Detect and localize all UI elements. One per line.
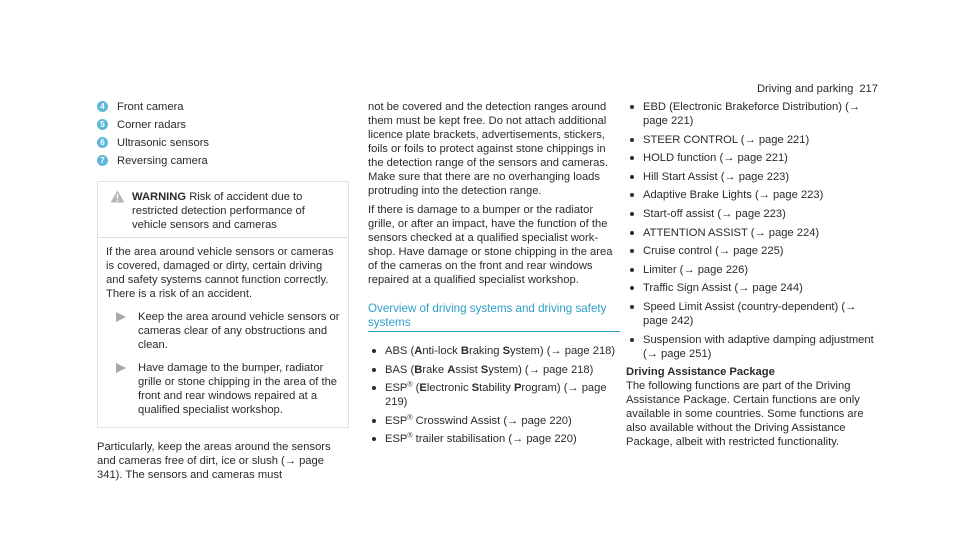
bullet	[372, 437, 376, 441]
column-1	[97, 100, 349, 482]
list-item	[626, 263, 882, 277]
numbered-item-text: Corner radars	[117, 119, 187, 131]
warning-header	[98, 190, 348, 238]
bullet	[630, 193, 634, 197]
paragraph: not be covered and the detection ranges around them must be kept free. Do not attach additional licence plate brackets, advertisements, stickers, foils or foils to protect against stone chippings in the detection range of the sensors and cameras. Make sure that there are no overhanging loads protruding into the detection range.	[368, 101, 609, 197]
list-item-text: Speed Limit Assist (country-dependent) (→ page 242)	[643, 300, 857, 327]
number-badge: 5	[97, 119, 108, 130]
bullet	[630, 268, 634, 272]
list-item-text: Start-off assist (→ page 223)	[643, 207, 786, 220]
numbered-item	[97, 136, 349, 150]
list-item	[626, 300, 882, 328]
list-item-text: Adaptive Brake Lights (→ page 223)	[643, 189, 824, 202]
list-item	[626, 333, 882, 361]
numbered-item	[97, 100, 349, 114]
numbered-item-text: Front camera	[117, 101, 184, 113]
list-item	[626, 281, 882, 295]
subheading: Driving Assistance Package	[626, 366, 775, 379]
list-item	[626, 133, 882, 147]
paragraph: If there is damage to a bumper or the radiator grille, or after an impact, have the function of the sensors checked at a qualified specialist workshop. Have damage or stone chipping in the area of the cameras on the front and rear windows repaired at a qualified specialist workshop.	[368, 204, 613, 286]
page-header	[757, 82, 878, 96]
list-item	[626, 170, 882, 184]
list-item-text: Limiter (→ page 226)	[643, 263, 749, 276]
list-item	[626, 188, 882, 202]
bullet	[630, 231, 634, 235]
list-item-text: Cruise control (→ page 225)	[643, 245, 784, 258]
section-title: Driving and parking	[756, 83, 854, 95]
bullet	[372, 368, 376, 372]
list-item: ESP® trailer stabilisation (→ page 220)	[368, 432, 620, 446]
bullet	[630, 138, 634, 142]
list-item: ESP® (Electronic Stability Program) (→ page 219)	[368, 381, 620, 409]
warning-box	[97, 181, 349, 428]
list-item: ESP® Crosswind Assist (→ page 220)	[368, 414, 620, 428]
bullet	[372, 386, 376, 390]
column-2	[368, 100, 620, 451]
list-item-text: ATTENTION ASSIST (→ page 224)	[643, 226, 820, 239]
warning-heading: Risk of accident due to restricted detection performance of vehicle sensors and cameras	[132, 191, 305, 231]
list-item	[626, 151, 882, 165]
numbered-item	[97, 154, 349, 168]
number-badge: 6	[97, 137, 108, 148]
paragraph: Particularly, keep the areas around the sensors and cameras free of dirt, ice or slush (→ page 341). The sensors and cameras must	[97, 441, 331, 481]
numbered-item-text: Ultrasonic sensors	[117, 137, 210, 149]
warning-icon	[110, 190, 126, 232]
bullet	[630, 212, 634, 216]
numbered-item-text: Reversing camera	[117, 155, 208, 167]
bullet	[630, 105, 634, 109]
bullet	[372, 419, 376, 423]
list-item: BAS (Brake Assist System) (→ page 218)	[368, 363, 620, 377]
step-text: Keep the area around vehicle sensors or cameras clear of any obstructions and clean.	[138, 311, 340, 351]
bullet	[630, 286, 634, 290]
warning-label: WARNING	[132, 191, 187, 203]
list-item-text: STEER CONTROL (→ page 221)	[643, 133, 810, 146]
bullet	[372, 349, 376, 353]
numbered-item	[97, 118, 349, 132]
step-text: Have damage to the bumper, radiator grille or stone chipping in the area of the front and rear windows repaired at a qualified specialist workshop.	[138, 362, 338, 416]
warning-step	[106, 310, 340, 352]
list-item-text: Hill Start Assist (→ page 223)	[643, 170, 790, 183]
warning-body: If the area around vehicle sensors or cameras is covered, damaged or dirty, certain driving and safety systems cannot function correctly. There is a risk of an accident.	[106, 246, 334, 300]
list-item-text: EBD (Electronic Brakeforce Distribution) (→ page 221)	[643, 101, 860, 127]
list-item-text: Traffic Sign Assist (→ page 244)	[643, 282, 803, 295]
number-badge: 4	[97, 101, 108, 112]
step-arrow-icon	[116, 312, 130, 352]
bullet	[630, 338, 634, 342]
list-item: ABS (Anti-lock Braking System) (→ page 218)	[368, 344, 620, 358]
list-item	[626, 226, 882, 240]
paragraph: The following functions are part of the Driving Assistance Package. Certain functions are only available in some countries. Some functions are also available without the Driving Assistance Package, albeit with restricted functionality.	[626, 380, 864, 449]
page-number: 217	[859, 83, 878, 95]
number-badge: 7	[97, 155, 108, 166]
warning-step	[106, 361, 340, 417]
step-arrow-icon	[116, 363, 130, 417]
list-item-text: HOLD function (→ page 221)	[643, 152, 788, 165]
bullet	[630, 305, 634, 309]
column-3	[626, 100, 882, 449]
bullet	[630, 249, 634, 253]
list-item	[626, 207, 882, 221]
bullet	[630, 175, 634, 179]
bullet	[630, 156, 634, 160]
list-item	[626, 100, 882, 128]
list-item-text: Suspension with adaptive damping adjustment (→ page 251)	[643, 333, 874, 360]
list-item	[626, 244, 882, 258]
section-heading: Overview of driving systems and driving safety systems	[368, 302, 620, 332]
